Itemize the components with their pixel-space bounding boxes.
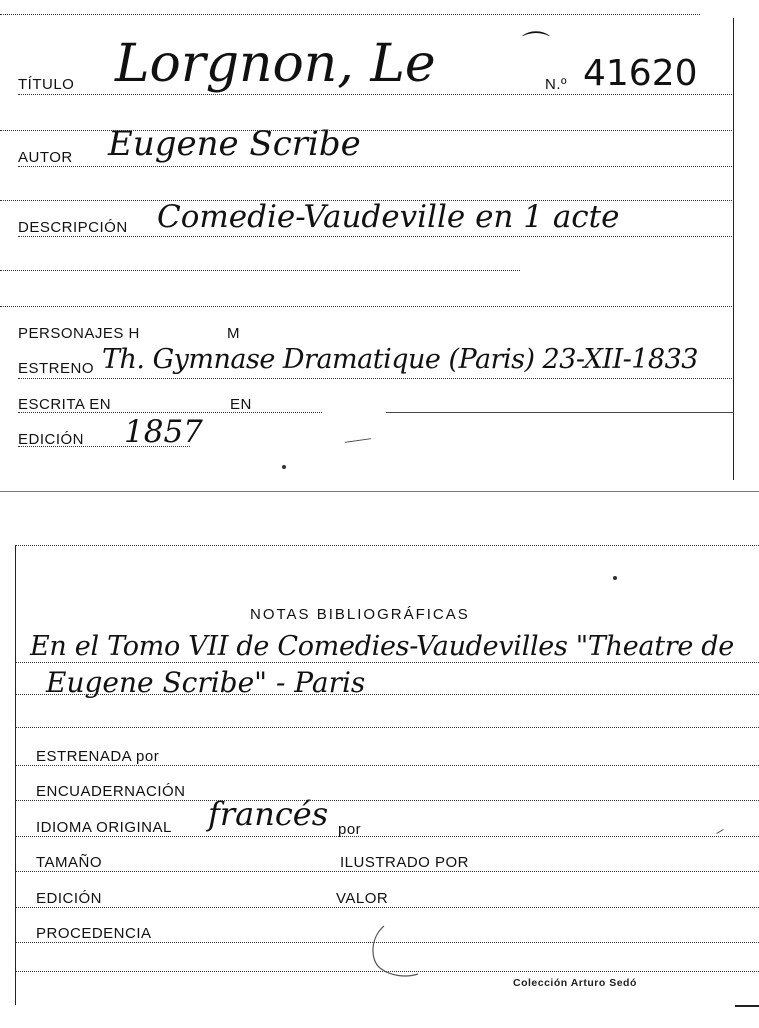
estreno-value: Th. Gymnase Dramatique (Paris) 23-XII-1833 [102,344,698,375]
rule [0,200,734,201]
catalog-card-bottom [0,505,759,1028]
ink-dot [613,576,617,580]
coleccion-footer: Colección Arturo Sedó [513,977,637,989]
idioma-rule [15,836,759,837]
numero-value: 41620 [583,53,698,94]
ink-dot [282,465,286,469]
tamano-label: TAMAÑO [36,854,103,871]
estrenada-rule [15,765,759,766]
titulo-rule [18,94,734,95]
escrita-rule [18,412,322,413]
encuadernacion-label: ENCUADERNACIÓN [36,783,186,800]
descripcion-label: DESCRIPCIÓN [18,219,128,236]
tamano-rule [15,871,759,872]
idioma-original-label: IDIOMA ORIGINAL [36,819,172,836]
autor-rule [18,166,734,167]
rule [0,14,700,15]
escrita-rule-solid [386,412,734,413]
notas-rule [15,662,759,663]
notas-line-2: Eugene Scribe" - Paris [46,666,366,699]
autor-value: Eugene Scribe [108,124,361,164]
edicion-rule [15,907,759,908]
titulo-value: Lorgnon, Le [115,34,436,94]
autor-label: AUTOR [18,149,73,166]
edicion-label: EDICIÓN [36,890,103,907]
card-right-border [733,18,734,480]
card-bottom-edge [0,491,759,492]
catalog-card-top [0,0,759,492]
rule [0,306,734,307]
personajes-label: PERSONAJES H [18,325,140,342]
ink-mark: ⌒ [522,29,551,62]
numero-label: N.º [545,76,567,93]
ink-mark [716,829,723,834]
edicion-label: EDICIÓN [18,431,85,448]
personajes-m-label: M [227,325,240,342]
descripcion-value: Comedie-Vaudeville en 1 acte [157,199,620,235]
notas-rule [15,694,759,695]
procedencia-label: PROCEDENCIA [36,925,152,942]
estreno-rule [18,378,734,379]
valor-label: VALOR [336,890,389,907]
rule [15,545,759,546]
notas-line-1: En el Tomo VII de Comedies-Vaudevilles "Theatre de [30,631,734,662]
rule [0,270,520,271]
idioma-por-label: por [338,821,362,838]
titulo-label: TÍTULO [18,76,75,93]
card-left-border [15,545,16,1005]
ink-mark [735,1005,759,1007]
edicion-rule [18,446,190,447]
ink-smudge [366,920,426,980]
escrita-en2-label: EN [230,396,252,413]
estrenada-por-label: ESTRENADA por [36,748,160,765]
ilustrado-por-label: ILUSTRADO POR [340,854,470,871]
estreno-label: ESTRENO [18,360,95,377]
rule [0,130,734,131]
rule [15,727,759,728]
edicion-value: 1857 [124,414,203,450]
escrita-en-label: ESCRITA EN [18,396,112,413]
ink-mark [345,438,371,443]
notas-heading: NOTAS BIBLIOGRÁFICAS [250,606,470,623]
descripcion-rule [18,236,734,237]
encuadernacion-rule [15,800,759,801]
idioma-original-value: francés [208,795,329,833]
